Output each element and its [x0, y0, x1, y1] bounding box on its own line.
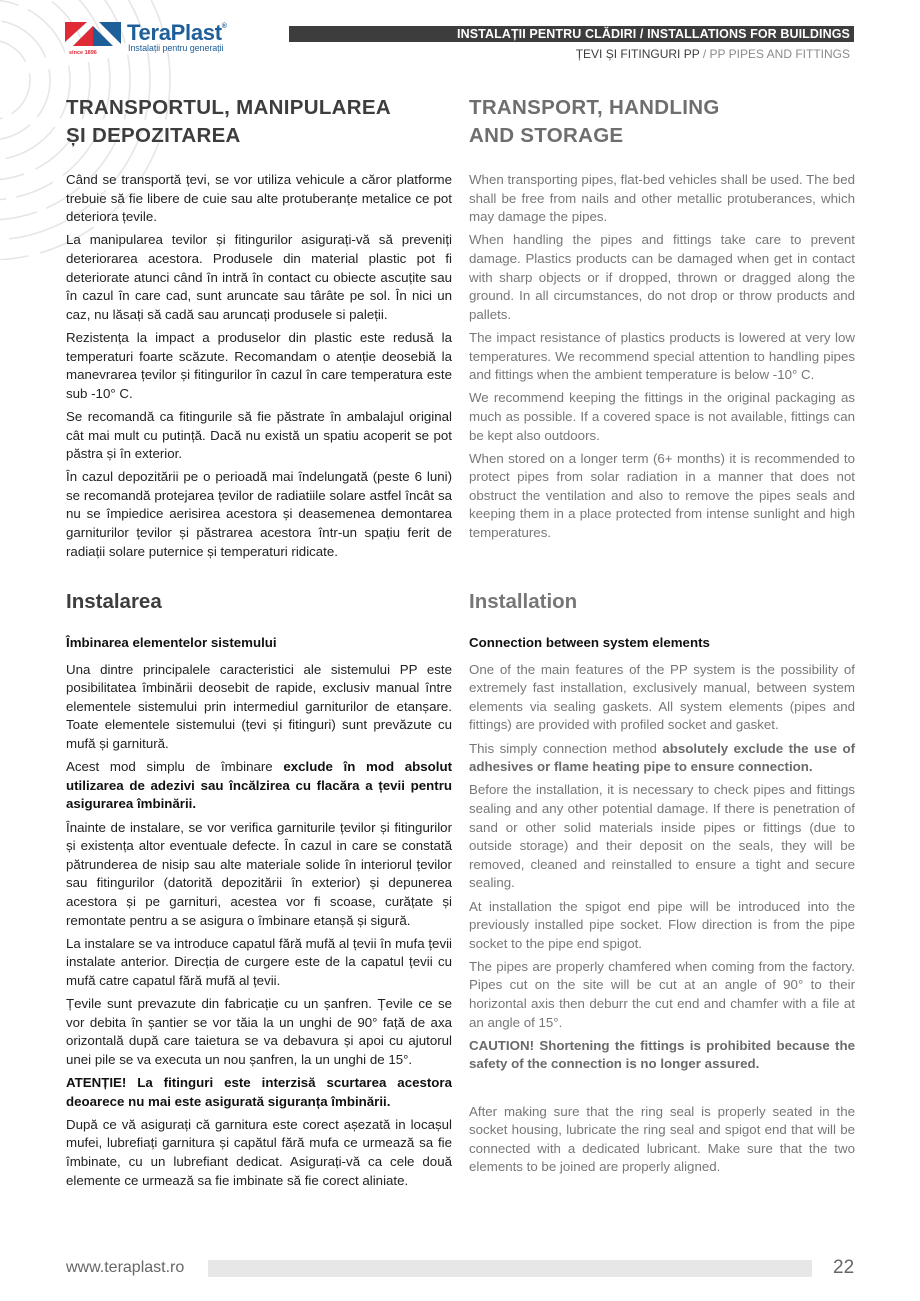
header-sub-ro: ȚEVI ȘI FITINGURI PP — [575, 47, 700, 61]
ro-paragraph: Rezistența la impact a produselor din plastic este redusă la temperaturi foarte scăzute. Recomandam o atenție deosebiă la manevrarea țevilor și fitingurilor în cazul în care temperatura este sub -10° C. — [66, 329, 452, 401]
header-sub-separator: / — [699, 47, 710, 61]
en-paragraph: Before the installation, it is necessary to check pipes and fittings sealing and any other potential damage. If there is penetration of sand or other solid materials inside pipes or fittings (due to outside storage) and their deposit on the seals, they will be removed, cleaned and reinstalled to ensure a tight and secure sealing. — [469, 782, 855, 891]
header-subcategory — [576, 47, 850, 61]
en-section2-title: Installation — [469, 590, 578, 613]
logo-wordmark: TeraPlast® — [127, 20, 227, 45]
ro-paragraph: Se recomandă ca fitingurile să fie păstrate în ambalajul original cât mai mult cu putință. Dacă nu există un spatiu acoperit se pot păstra și în exterior. — [66, 408, 452, 462]
logo-roof-icon — [65, 22, 121, 56]
ro-section2-subtitle: Îmbinarea elementelor sistemului — [66, 635, 277, 650]
en-paragraph: When stored on a longer term (6+ months) it is recommended to protect pipes from solar radiation in a manner that does not obstruct the ventilation and also to remove the pipes seals and keeping them in a place protected from intense sunlight and high temperatures. — [469, 450, 855, 541]
logo-tagline: Instalații pentru generații — [128, 43, 224, 53]
ro-section1-title: TRANSPORTUL, MANIPULAREA ȘI DEPOZITAREA — [66, 96, 391, 147]
ro-paragraph: După ce vă asigurați că garnitura este corect așezată in locașul mufei, lubrefiați garnitura și capătul fără mufa ce urmează sa fie îmbinate, cu un lubrefiant dedicat. Asigurați-vă ca cele două elemente ce urmează sa fie imbinate să fie corect aliniate. — [66, 1116, 452, 1188]
ro-paragraph: Acest mod simplu de îmbinare exclude în mod absolut utilizarea de adezivi sau încălzirea cu flacăra a țevii pentru asigurarea îmbinării. — [66, 759, 453, 812]
ro-paragraph: La instalare se va introduce capatul fără mufă al țevii în mufa țevii instalate anterior. Direcția de curgere este de la capatul țevii cu mufă catre capatul fără mufă al țevii. — [66, 935, 452, 988]
teraplast-logo — [65, 22, 235, 58]
ro-installation-section — [66, 588, 452, 1195]
en-transport-section — [469, 94, 855, 547]
logo-since: since 1896 — [69, 50, 97, 56]
header-sub-en: PP PIPES AND FITTINGS — [709, 47, 850, 61]
ro-paragraph: Una dintre principalele caracteristici ale sistemului PP este posibilitatea îmbinării deosebit de rapide, exclusiv manual între elementele sistemului prin intermediul garniturilor de etanșare. Toate elementele sistemului (țevi și fitinguri) sunt prevăzute cu mufă și garnitură. — [66, 661, 452, 751]
header-category-bar: INSTALAȚII PENTRU CLĂDIRI / INSTALLATIONS FOR BUILDINGS — [289, 26, 854, 42]
ro-paragraph: La manipularea tevilor și fitingurilor asigurați-vă să preveniți deteriorarea acestora. Produsele din material plastic pot fi deteriorate atunci când în intră în contact cu obiecte ascuțite sau în cazul în care cad, sunt aruncate sau târâte pe sol. În nici un caz, nu lăsați să cadă sau aruncați produsele si paleții. — [66, 232, 452, 322]
ro-paragraph: Când se transportă țevi, se vor utiliza vehicule a căror platforme trebuie să fie libere de cuie sau alte protuberanțe metalice ce pot deteriora țevile. — [66, 172, 452, 225]
en-paragraph: The pipes are properly chamfered when coming from the factory. Pipes cut on the site will be cut at an angle of 90° to their horizontal axis then deburr the cut end and chamfer with a file at an angle of 15°. — [469, 958, 855, 1030]
ro-warning: ATENȚIE! La fitinguri este interzisă scurtarea acestora deoarece nu mai este asigurată siguranța îmbinării. — [66, 1075, 452, 1109]
ro-paragraph: Înainte de instalare, se vor verifica garniturile țevilor și fitingurilor și existența altor eventuale defecte. În cazul in care se constată pătrunderea de nisip sau alte materiale solide în interiorul țevilor sau fitingurilor (datorită depozitării în exterior) și depunerea acestora și pe garnituri, acestea vor fi scoase, curățate și remontate pentru a se asigura o îmbinare etanșă și sigură. — [66, 819, 452, 928]
en-paragraph: When handling the pipes and fittings take care to prevent damage. Plastics products can be damaged when get in contact with sharp objects or if dropped, thrown or dragged along the ground. In all circumstances, do not drop or throw products and pallets. — [469, 232, 855, 322]
en-section2-subtitle: Connection between system elements — [469, 635, 710, 650]
en-installation-section — [469, 588, 855, 1182]
en-warning: CAUTION! Shortening the fittings is prohibited because the safety of the connection is no longer assured. — [469, 1037, 855, 1072]
en-paragraph: At installation the spigot end pipe will be introduced into the previously installed pipe socket. Flow direction is from the pipe socket to the pipe end spigot. — [469, 898, 855, 951]
en-paragraph: We recommend keeping the fittings in the original packaging as much as possible. If a covered space is not available, fittings can be kept also outdoors. — [469, 390, 855, 443]
ro-paragraph: Țevile sunt prevazute din fabricație cu un șanfren. Țevile ce se vor debita în șantier se vor tăia la un unghi de 90° față de axa orizontală după care taietura se va debavura și apoi cu ajutorul unei pile se va executa un nou șanfren, la un unghi de 15°. — [66, 996, 452, 1067]
footer-website-link[interactable]: www.teraplast.ro — [66, 1259, 185, 1276]
ro-paragraph: În cazul depozitării pe o perioadă mai îndelungată (peste 6 luni) se recomandă protejarea țevilor de radiatiile solare astfel încât sa nu se împiedice aerisirea acestora și deasemenea demontarea garniturilor țevilor și păstrarea acestora într-un spațiu ferit de radiații solare puternice și temperaturi ridicate. — [66, 469, 452, 559]
en-paragraph: The impact resistance of plastics products is lowered at very low temperatures. We recommend special attention to handling pipes and fittings when the ambient temperature is below -10° C. — [469, 329, 855, 383]
ro-transport-section — [66, 94, 452, 566]
page-number: 22 — [833, 1257, 855, 1278]
en-paragraph: This simply connection method absolutely exclude the use of adhesives or flame heating pipe to ensure connection. — [469, 740, 855, 775]
footer-divider-bar — [208, 1260, 812, 1277]
ro-section2-title: Instalarea — [66, 590, 162, 613]
en-paragraph: One of the main features of the PP system is the possibility of extremely fast installation, exclusively manual, between system elements via sealing gaskets. All system elements (pipes and fittings) are provided with profiled socket and gasket. — [469, 661, 855, 733]
en-paragraph: When transporting pipes, flat-bed vehicles shall be used. The bed shall be free from nails and other metallic protuberances, which may damage the pipes. — [469, 172, 855, 225]
en-section1-title: TRANSPORT, HANDLING AND STORAGE — [469, 96, 720, 147]
en-paragraph: After making sure that the ring seal is properly seated in the socket housing, lubricate the ring seal and spigot end that will be connected with a dedicated lubricant. Make sure that the two elements to be joined are properly aligned. — [469, 1103, 855, 1175]
